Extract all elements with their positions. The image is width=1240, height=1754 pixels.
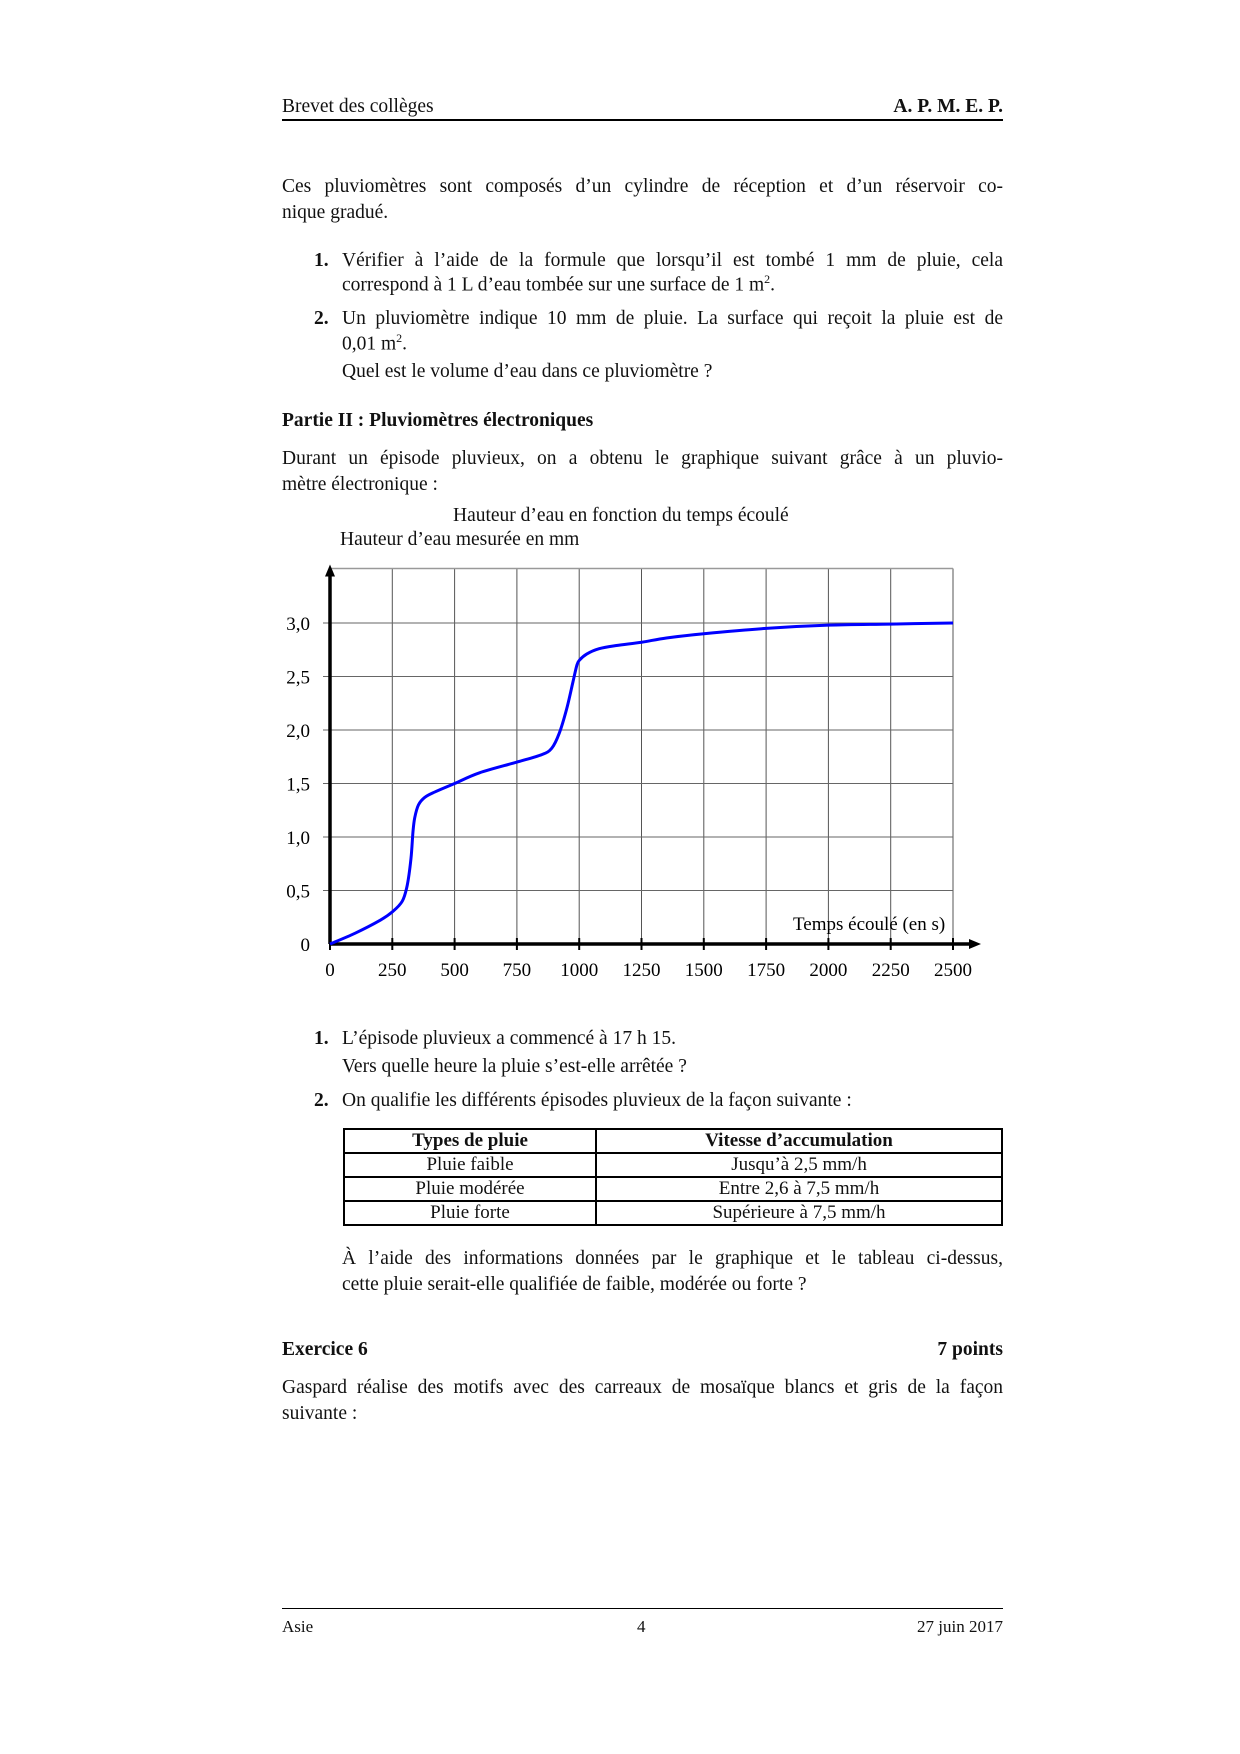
text: correspond à 1 L d’eau tombée sur une surface de 1 m — [342, 274, 765, 296]
table-cell: Supérieure à 7,5 mm/h — [596, 1201, 1002, 1225]
exercise-points: 7 points — [937, 1339, 1003, 1360]
question-number: 1. — [314, 1028, 329, 1049]
exercise-heading — [282, 1339, 1003, 1361]
table-cell: Pluie modérée — [344, 1177, 596, 1201]
chart-title: Hauteur d’eau en fonction du temps écoulé — [453, 505, 789, 526]
footer-left: Asie — [282, 1617, 314, 1636]
table-header-row — [344, 1129, 1002, 1153]
x-tick-label: 500 — [440, 960, 469, 981]
exercise-text: suivante : — [282, 1403, 358, 1424]
chart-axes — [325, 565, 981, 951]
question-text: cette pluie serait-elle qualifiée de faible, modérée ou forte ? — [342, 1274, 807, 1295]
footer-right: 27 juin 2017 — [917, 1617, 1003, 1636]
x-tick-label: 2000 — [809, 960, 848, 981]
table-cell: Pluie faible — [344, 1153, 596, 1177]
header-left: Brevet des collèges — [282, 96, 434, 117]
text: 0,01 m — [342, 333, 397, 355]
question-number: 2. — [314, 308, 329, 329]
chart-y-label: Hauteur d’eau mesurée en mm — [340, 529, 580, 550]
table-header: Types de pluie — [344, 1129, 596, 1153]
chart-x-label: Temps écoulé (en s) — [793, 914, 946, 935]
text: . — [402, 333, 408, 355]
y-axis-arrow-icon — [325, 565, 335, 577]
question-text: À l’aide des informations données par le graphique et le tableau ci-dessus, — [342, 1248, 1003, 1269]
table-row — [344, 1201, 1002, 1225]
x-tick-label: 1500 — [684, 960, 723, 981]
table-header: Vitesse d’accumulation — [596, 1129, 1002, 1153]
question-text: Quel est le volume d’eau dans ce pluviomètre ? — [342, 361, 713, 382]
text: . — [770, 274, 776, 296]
footer-rule — [282, 1608, 1003, 1609]
question-number: 2. — [314, 1090, 329, 1111]
intro-line: nique gradué. — [282, 202, 389, 223]
y-tick-label: 3,0 — [286, 614, 310, 635]
section-intro: mètre électronique : — [282, 474, 438, 495]
table-cell: Entre 2,6 à 7,5 mm/h — [596, 1177, 1002, 1201]
intro-line: Ces pluviomètres sont composés d’un cylindre de réception et d’un réservoir co- — [282, 176, 1003, 197]
section-intro: Durant un épisode pluvieux, on a obtenu le graphique suivant grâce à un pluvio- — [282, 448, 1003, 469]
header-right: A. P. M. E. P. — [893, 96, 1003, 117]
page-number: 4 — [637, 1617, 646, 1636]
table-row — [344, 1153, 1002, 1177]
question-text: Vérifier à l’aide de la formule que lorsqu’il est tombé 1 mm de pluie, cela — [342, 250, 1003, 271]
table-cell: Pluie forte — [344, 1201, 596, 1225]
x-tick-label: 2250 — [871, 960, 910, 981]
page-footer — [282, 1617, 1003, 1637]
x-tick-label: 0 — [325, 960, 335, 981]
x-tick-label: 250 — [378, 960, 407, 981]
table-row — [344, 1177, 1002, 1201]
table-cell: Jusqu’à 2,5 mm/h — [596, 1153, 1002, 1177]
y-tick-label: 2,5 — [286, 667, 310, 689]
x-tick-label: 750 — [502, 960, 532, 981]
y-tick-label: 0,5 — [286, 881, 310, 903]
x-tick-label: 1000 — [560, 960, 599, 981]
superscript: 2 — [764, 272, 771, 286]
x-axis-arrow-icon — [969, 939, 981, 949]
y-tick-label: 1,5 — [286, 774, 310, 796]
x-tick-label: 1750 — [747, 960, 786, 981]
section-title: Partie II : Pluviomètres électroniques — [282, 410, 594, 431]
x-tick-label: 1250 — [622, 960, 661, 981]
question-text: Vers quelle heure la pluie s’est-elle arrêtée ? — [342, 1056, 687, 1077]
x-tick-label: 2500 — [934, 960, 972, 981]
rain-type-table — [343, 1128, 1003, 1226]
question-text: Un pluviomètre indique 10 mm de pluie. La surface qui reçoit la pluie est de — [342, 308, 1003, 329]
exercise-title: Exercice 6 — [282, 1339, 368, 1360]
question-text: On qualifie les différents épisodes pluvieux de la façon suivante : — [342, 1090, 852, 1111]
exercise-text: Gaspard réalise des motifs avec des carreaux de mosaïque blancs et gris de la façon — [282, 1377, 1003, 1398]
question-text: L’épisode pluvieux a commencé à 17 h 15. — [342, 1028, 676, 1049]
y-tick-label: 2,0 — [286, 721, 310, 742]
superscript: 2 — [396, 331, 403, 345]
y-tick-label: 0 — [300, 935, 310, 956]
y-tick-label: 1,0 — [286, 828, 310, 849]
question-number: 1. — [314, 250, 329, 271]
